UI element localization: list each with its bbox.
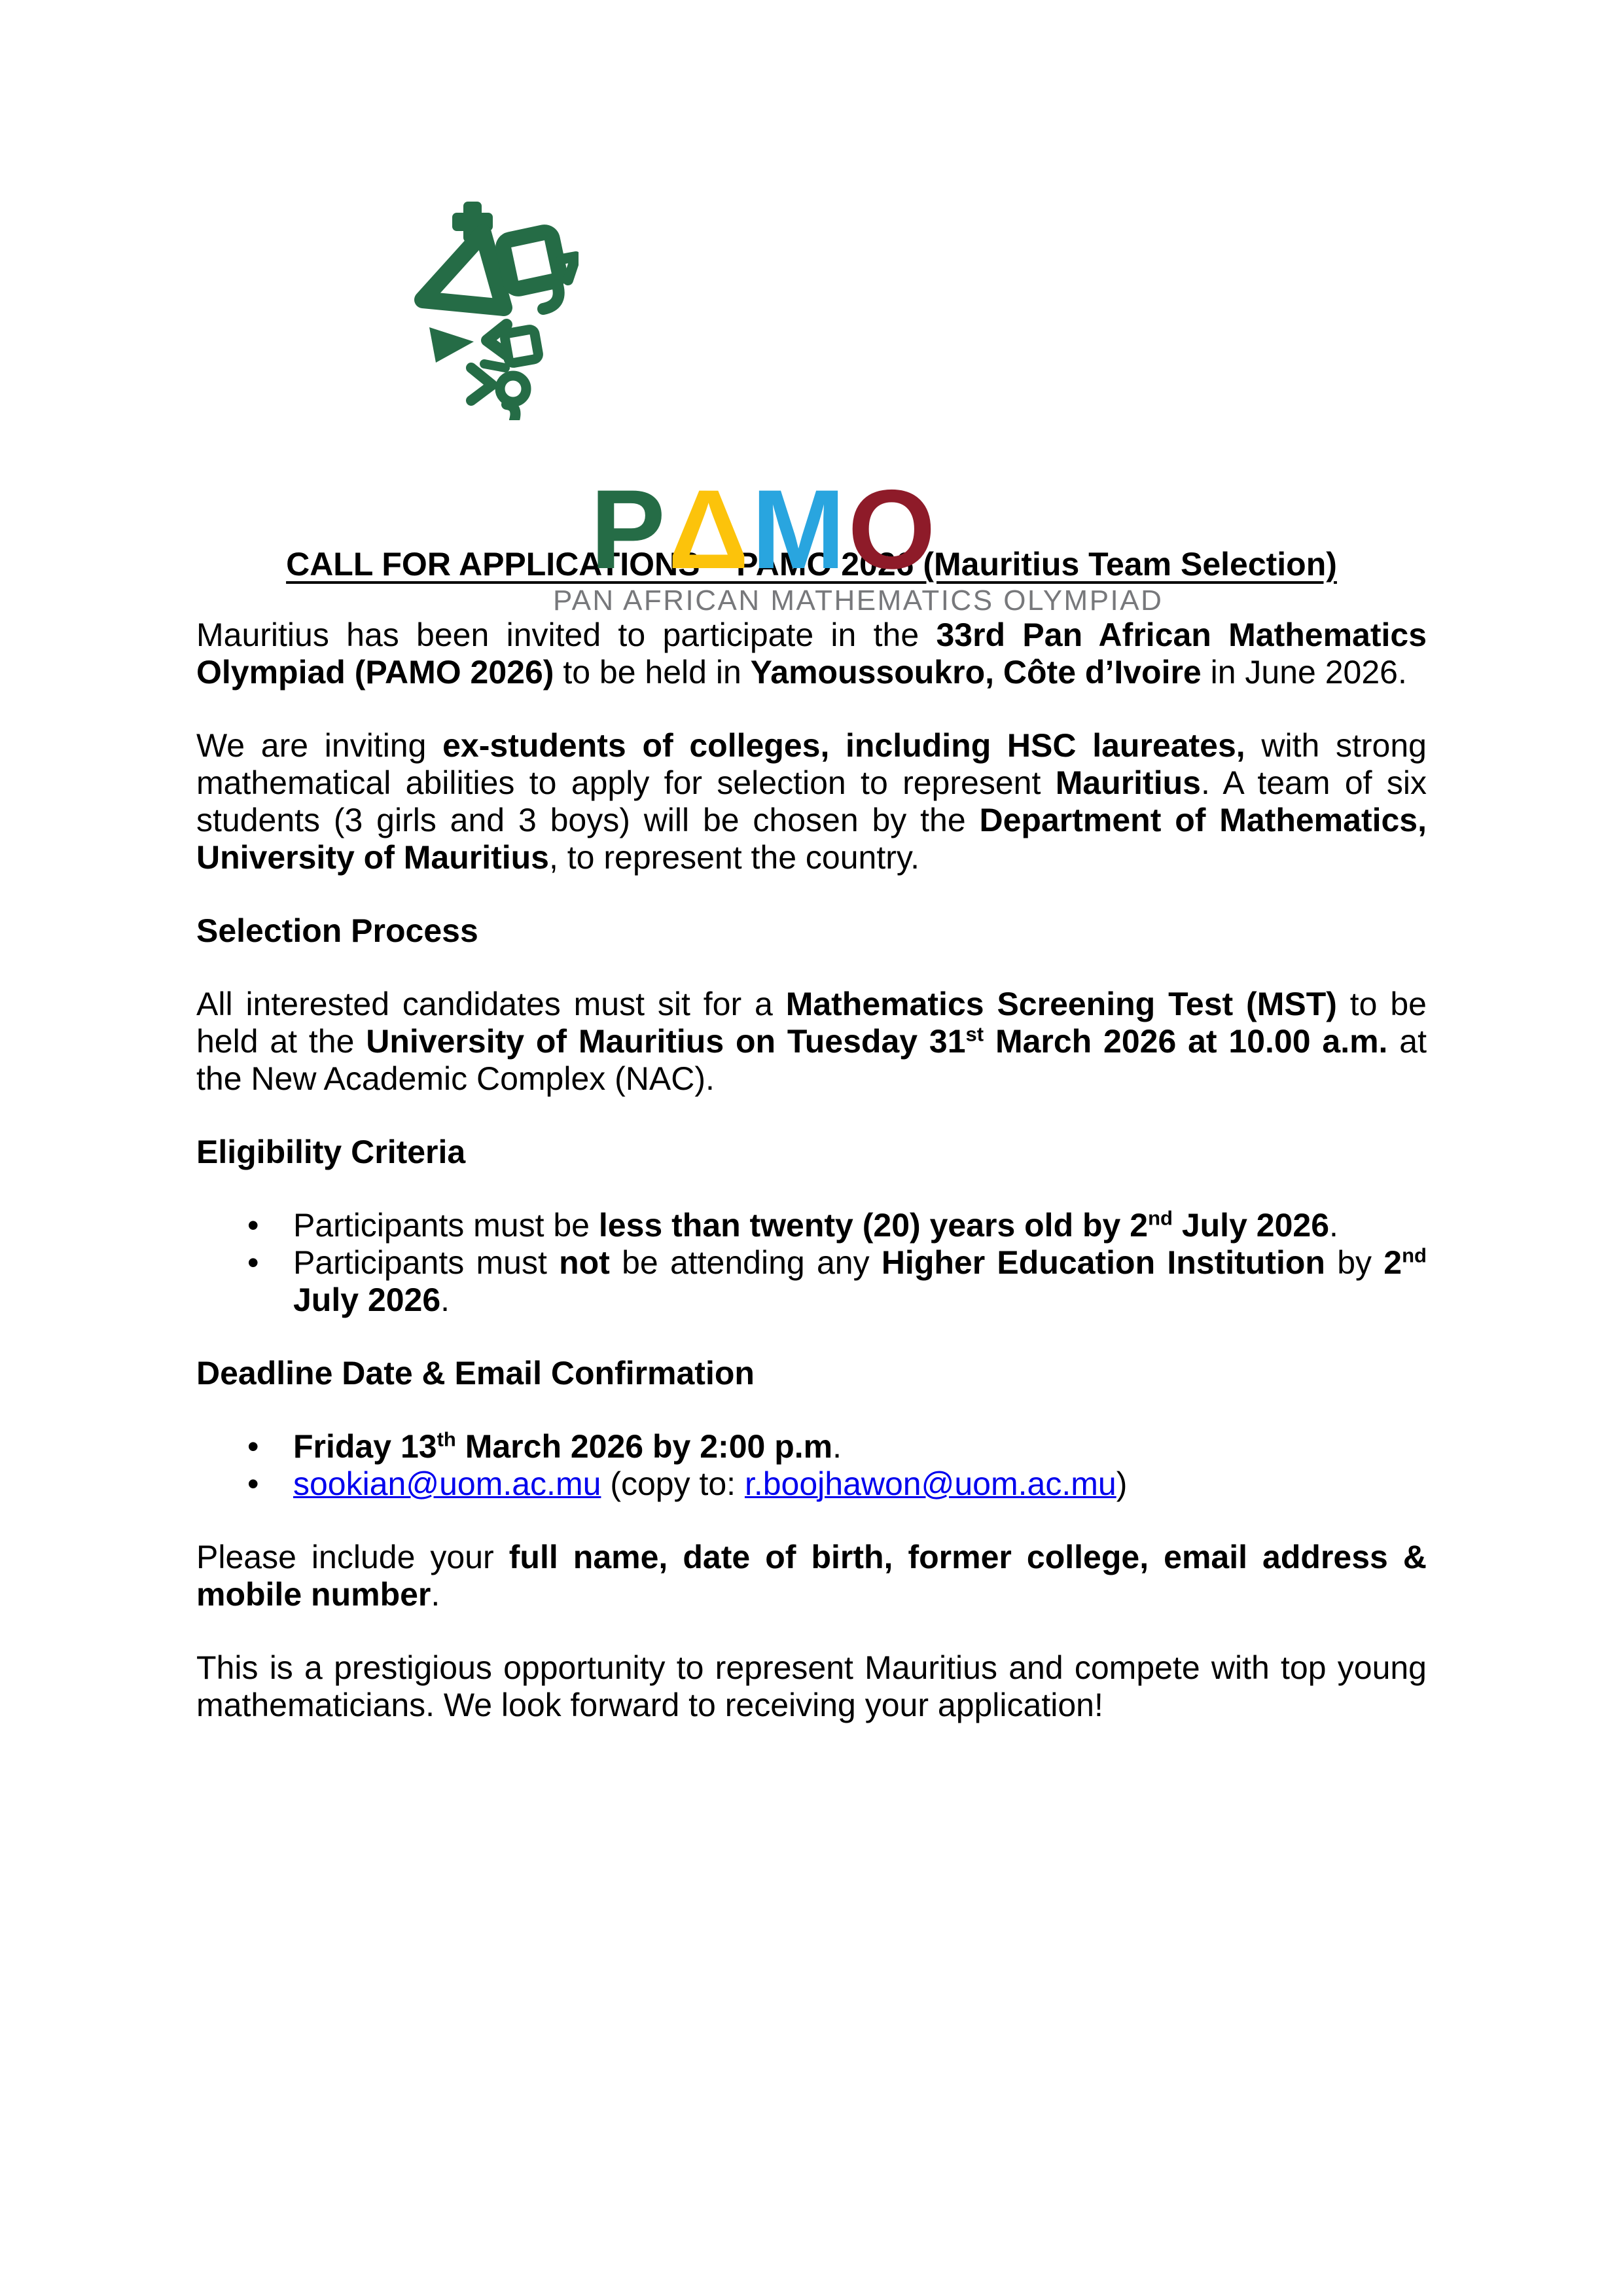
text-run: This is a prestigious opportunity to represent Mauritius and compete with top young mathematicians. We look forward to receiving your application! (196, 1649, 1427, 1723)
logo-letter-p: P (590, 467, 668, 592)
logo-letter-o: O (847, 467, 938, 592)
bold-text-run: 2 (1383, 1244, 1402, 1281)
bold-text-run: st (965, 1022, 984, 1046)
include-details-paragraph (196, 1539, 1427, 1613)
bold-text-run: full name, date of birth, former college, email address & mobile number (196, 1539, 1427, 1613)
bold-text-run: Department of Mathematics, University of Mauritius (196, 802, 1427, 876)
bold-text-run: July 2026 (293, 1282, 441, 1318)
triangle-outline-icon (423, 233, 504, 308)
superscript-ordinal (1402, 1244, 1427, 1266)
text-run: to be held at the (196, 986, 1427, 1060)
document-body (0, 545, 1623, 1724)
text-run: We are inviting (196, 727, 443, 764)
bold-text-run: University of Mauritius on Tuesday 31 (366, 1023, 966, 1060)
superscript-ordinal (437, 1427, 456, 1450)
text-run: ) (1116, 1465, 1128, 1502)
text-run: by (1325, 1244, 1384, 1281)
email-link-boojhawon[interactable]: r.boojhawon@uom.ac.mu (744, 1465, 1116, 1502)
logo-letter-m: M (751, 467, 848, 592)
logo-subtitle: PAN AFRICAN MATHEMATICS OLYMPIAD (553, 584, 1164, 617)
square-outline-icon (502, 231, 561, 290)
africa-math-symbols-logo-graphic (407, 196, 579, 420)
deadline-list (196, 1428, 1427, 1503)
bold-text-run: Mathematics Screening Test (MST) (785, 986, 1337, 1022)
solid-triangle-icon (429, 327, 474, 363)
invitation-paragraph (196, 727, 1427, 876)
logo-brand-text (590, 467, 938, 592)
mst-paragraph (196, 986, 1427, 1098)
bold-text-run: March 2026 by 2:00 p.m (455, 1428, 833, 1465)
bold-text-run: Friday 13 (293, 1428, 437, 1465)
text-run: to be held in (554, 654, 751, 691)
text-run: . (431, 1576, 440, 1613)
eligibility-list (196, 1207, 1427, 1319)
circle-outline-icon (500, 376, 526, 402)
minus-icon (484, 364, 505, 368)
text-run: Please include your (196, 1539, 509, 1575)
email-link-sookian[interactable]: sookian@uom.ac.mu (293, 1465, 601, 1502)
text-run: . A team of six students (3 girls and 3 boys) will be chosen by the (196, 764, 1427, 838)
superscript-ordinal (966, 1022, 984, 1045)
superscript-ordinal (1148, 1206, 1173, 1229)
bold-text-run: th (437, 1427, 456, 1451)
intro-paragraph (196, 617, 1427, 691)
text-run: Participants must (293, 1244, 560, 1281)
bold-text-run: Higher Education Institution (881, 1244, 1325, 1281)
text-run: . (440, 1282, 450, 1318)
heading-eligibility-criteria: Eligibility Criteria (196, 1134, 466, 1170)
heading-selection-process: Selection Process (196, 912, 478, 949)
text-run: with strong mathematical abilities to apply for selection to represent (196, 727, 1427, 801)
bold-text-run: Yamoussoukro, Côte d’Ivoire (750, 654, 1202, 691)
text-run: . (832, 1428, 842, 1465)
text-run: in June 2026. (1201, 654, 1407, 691)
bold-text-run: July 2026 (1172, 1207, 1329, 1244)
bold-text-run: 33rd Pan African Mathematics Olympiad (PAMO 2026) (196, 617, 1427, 691)
bold-text-run: March 2026 at 10.00 a.m. (984, 1023, 1388, 1060)
bold-text-run: nd (1402, 1244, 1427, 1267)
logo-letter-a: Δ (668, 467, 752, 592)
text-run: Participants must be (293, 1207, 599, 1244)
bold-text-run: less than twenty (20) years old by 2 (598, 1207, 1149, 1244)
closing-paragraph (196, 1649, 1427, 1724)
bold-text-run: ex-students of colleges, including HSC laureates, (442, 727, 1245, 764)
list-item-deadline-date (196, 1428, 1427, 1465)
list-item-age-limit (196, 1207, 1427, 1244)
heading-deadline-email: Deadline Date & Email Confirmation (196, 1355, 755, 1391)
text-run: Mauritius has been invited to participate in the (196, 617, 936, 653)
list-item-no-higher-education (196, 1244, 1427, 1319)
text-run: , to represent the country. (549, 839, 920, 876)
comma-tail-icon (507, 404, 516, 420)
document-title: CALL FOR APPLICATIONS – PAMO 2026 (Mauritius Team Selection) (286, 546, 1337, 583)
chevron-right-icon (471, 368, 492, 401)
small-square-icon (504, 329, 539, 363)
list-item-application-emails (196, 1465, 1427, 1503)
bold-text-run: not (559, 1244, 610, 1281)
text-run: All interested candidates must sit for a (196, 986, 786, 1022)
text-run: . (1329, 1207, 1338, 1244)
text-run: (copy to: (601, 1465, 745, 1502)
text-run: at the New Academic Complex (NAC). (196, 1023, 1427, 1097)
text-run: be attending any (609, 1244, 882, 1281)
bold-text-run: nd (1148, 1206, 1173, 1230)
bold-text-run: Mauritius (1055, 764, 1201, 801)
